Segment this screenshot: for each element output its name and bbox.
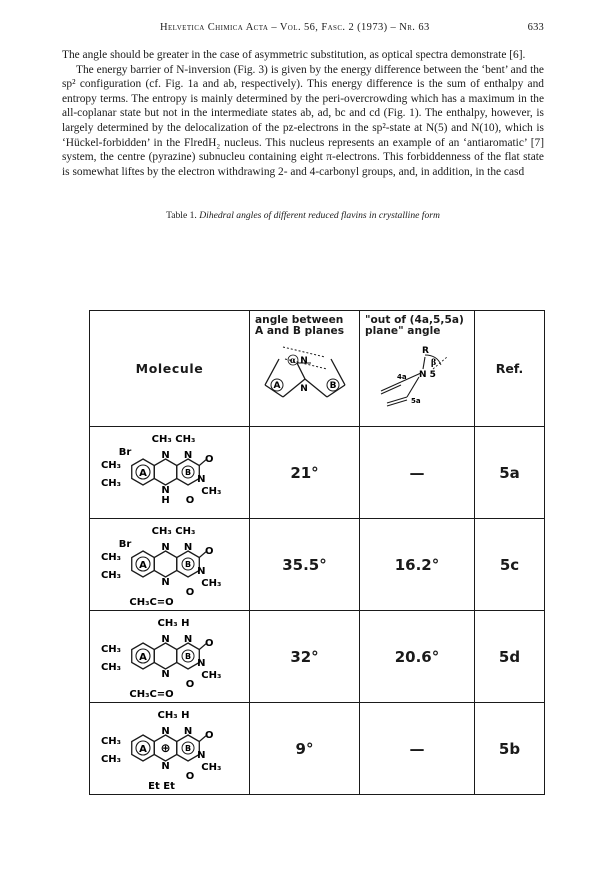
- r-label: R: [422, 346, 429, 356]
- oxo-right: O: [204, 729, 214, 741]
- page: [62, 20, 544, 221]
- table-header-row: [90, 311, 545, 427]
- table-row: [90, 703, 545, 795]
- methyl-right: CH₃: [200, 669, 221, 681]
- n-bottom-2: N: [196, 657, 205, 669]
- n-top-1: N: [160, 541, 170, 553]
- top-substituents: CH₃ H: [157, 617, 189, 629]
- ring-a-label: A: [138, 743, 147, 755]
- flavin-structure-2: [95, 522, 245, 608]
- angle-ab-value: 32°: [250, 611, 360, 703]
- n-bottom-1: N: [160, 668, 170, 680]
- top-substituents: CH₃ CH₃: [151, 433, 195, 445]
- oxo-right: O: [204, 453, 214, 465]
- hydrogen-bottom: H: [160, 494, 170, 506]
- oxo-bottom: O: [185, 770, 194, 782]
- paragraph: The angle should be greater in the case of asymmetric substitution, as optical spectra demonstrate [6].: [62, 49, 526, 61]
- angle-ab-value: 9°: [250, 703, 360, 795]
- bromo-label: Br: [118, 538, 131, 550]
- molecule-structure: [90, 703, 250, 795]
- table-row: [90, 519, 545, 611]
- ring-a-label: A: [138, 559, 147, 571]
- ref-value: 5a: [475, 427, 545, 519]
- ref-value: 5c: [475, 519, 545, 611]
- methyl-left-1: CH₃: [100, 459, 121, 471]
- oxo-bottom: O: [185, 494, 194, 506]
- beta-label: β: [431, 357, 437, 367]
- n-top-2: N: [183, 633, 192, 645]
- header-molecule: Molecule: [90, 311, 250, 427]
- table-row: [90, 611, 545, 703]
- molecule-structure: [90, 519, 250, 611]
- oxo-right: O: [204, 545, 214, 557]
- flavin-structure-4: [95, 706, 245, 792]
- ring-a-label: A: [138, 651, 147, 663]
- n-bottom-1: N: [160, 484, 170, 496]
- n-top-2: N: [183, 449, 192, 461]
- ref-value: 5b: [475, 703, 545, 795]
- methyl-left-2: CH₃: [100, 753, 121, 765]
- molecule-structure: [90, 611, 250, 703]
- flavin-structure-1: [95, 430, 245, 516]
- journal-title: Helvetica Chimica Acta – Vol. 56, Fasc. 2 (1973) – Nr. 63: [160, 22, 430, 33]
- oxo-bottom: O: [185, 678, 194, 690]
- top-substituents: CH₃ H: [157, 709, 189, 721]
- out-of-plane-value: 16.2°: [360, 519, 475, 611]
- n-top-2: N: [183, 725, 192, 737]
- angle-ab-diagram: [255, 339, 355, 413]
- caption-text: Dihedral angles of different reduced flavins in crystalline form: [199, 210, 440, 222]
- alpha-label: α: [289, 355, 296, 365]
- ring-b-label: B: [184, 467, 191, 477]
- methyl-left-1: CH₃: [100, 551, 121, 563]
- body-text: [62, 48, 544, 179]
- c4a-label: 4a: [397, 373, 407, 381]
- ring-2: [154, 551, 177, 577]
- molecule-structure: [90, 427, 250, 519]
- ref-value: 5d: [475, 611, 545, 703]
- running-header: [62, 22, 544, 38]
- methyl-right: CH₃: [200, 485, 221, 497]
- n-top-2: N: [183, 541, 192, 553]
- ring-b-label: B: [184, 743, 191, 753]
- ring-2: [154, 643, 177, 669]
- out-of-plane-value: 20.6°: [360, 611, 475, 703]
- angle-ab-value: 35.5°: [250, 519, 360, 611]
- header-ref: Ref.: [475, 311, 545, 427]
- table-caption: [62, 210, 544, 221]
- methyl-right: CH₃: [200, 761, 221, 773]
- methyl-left-2: CH₃: [100, 477, 121, 489]
- n-top-1: N: [160, 449, 170, 461]
- acetyl-group: CH₃C=O: [128, 688, 174, 700]
- n-bottom-2: N: [196, 565, 205, 577]
- c5a-label: 5a: [411, 397, 421, 405]
- bromo-label: Br: [118, 446, 131, 458]
- top-substituents: CH₃ CH₃: [151, 525, 195, 537]
- table-row: [90, 427, 545, 519]
- dihedral-angle-table: [89, 310, 545, 795]
- header-out-of-plane-text: "out of (4a,5,5a) plane" angle: [365, 314, 464, 337]
- n-top-1: N: [160, 633, 170, 645]
- plus-charge: ⊕: [159, 740, 171, 755]
- header-angle-ab: [250, 311, 360, 427]
- n-bottom-2: N: [196, 473, 205, 485]
- n-bottom-2: N: [196, 749, 205, 761]
- n-top-1: N: [160, 725, 170, 737]
- paragraph: The energy barrier of N-inversion (Fig. 3) is given by the energy difference between the ‘bent’ and the sp² configuration (cf. Fig. 1a and ab, respectively). This energy difference is the sum of enthalpy and entropy terms. The entropy is mainly determined by the peri-overcrowding which has a maximum in the all-coplanar state but not in the intermediate states ab, ad, bc and cd (Fig. 1). The enthalpy, however, is largely determined by the delocalization of the pz-electrons in the sp²-state at N(5) and N(10), which is ‘Hückel-forbidden’ in the FlredH₂ nucleus. This nucleus represents an example of an ‘antiaromatic’ [7] system, the centre (pyrazine) subnucleu containing eight π-electrons. This forbiddenness of the flat state is somewhat liftes by the electron withdrawing 2- and 4-carbonyl groups, and, in addition, in the casd: [62, 63, 544, 178]
- methyl-right: CH₃: [200, 577, 221, 589]
- out-of-plane-diagram: [367, 339, 467, 413]
- methyl-left-2: CH₃: [100, 569, 121, 581]
- ring-b-label: B: [184, 651, 191, 661]
- methyl-left-2: CH₃: [100, 661, 121, 673]
- oxo-bottom: O: [185, 586, 194, 598]
- ethyl-groups: Et Et: [147, 780, 175, 792]
- methyl-left-1: CH₃: [100, 643, 121, 655]
- caption-label: Table 1.: [166, 210, 197, 222]
- angle-ab-value: 21°: [250, 427, 360, 519]
- header-out-of-plane: [360, 311, 475, 427]
- n-bottom-label: N: [299, 384, 308, 394]
- n-label: N: [299, 356, 308, 366]
- page-number: 633: [527, 22, 544, 33]
- n-bottom-1: N: [160, 576, 170, 588]
- ring-b-label: B: [184, 559, 191, 569]
- ring-a-label: A: [138, 467, 147, 479]
- out-of-plane-value: —: [360, 427, 475, 519]
- header-angle-ab-text: angle between A and B planes: [255, 314, 345, 337]
- ring-b-label: B: [329, 381, 336, 391]
- flavin-structure-3: [95, 614, 245, 700]
- methyl-left-1: CH₃: [100, 735, 121, 747]
- n-bottom-1: N: [160, 760, 170, 772]
- n5-label: N 5: [419, 370, 436, 380]
- ring-a-label: A: [273, 381, 280, 391]
- acetyl-group: CH₃C=O: [128, 596, 174, 608]
- out-of-plane-value: —: [360, 703, 475, 795]
- ring-2: [154, 459, 177, 485]
- oxo-right: O: [204, 637, 214, 649]
